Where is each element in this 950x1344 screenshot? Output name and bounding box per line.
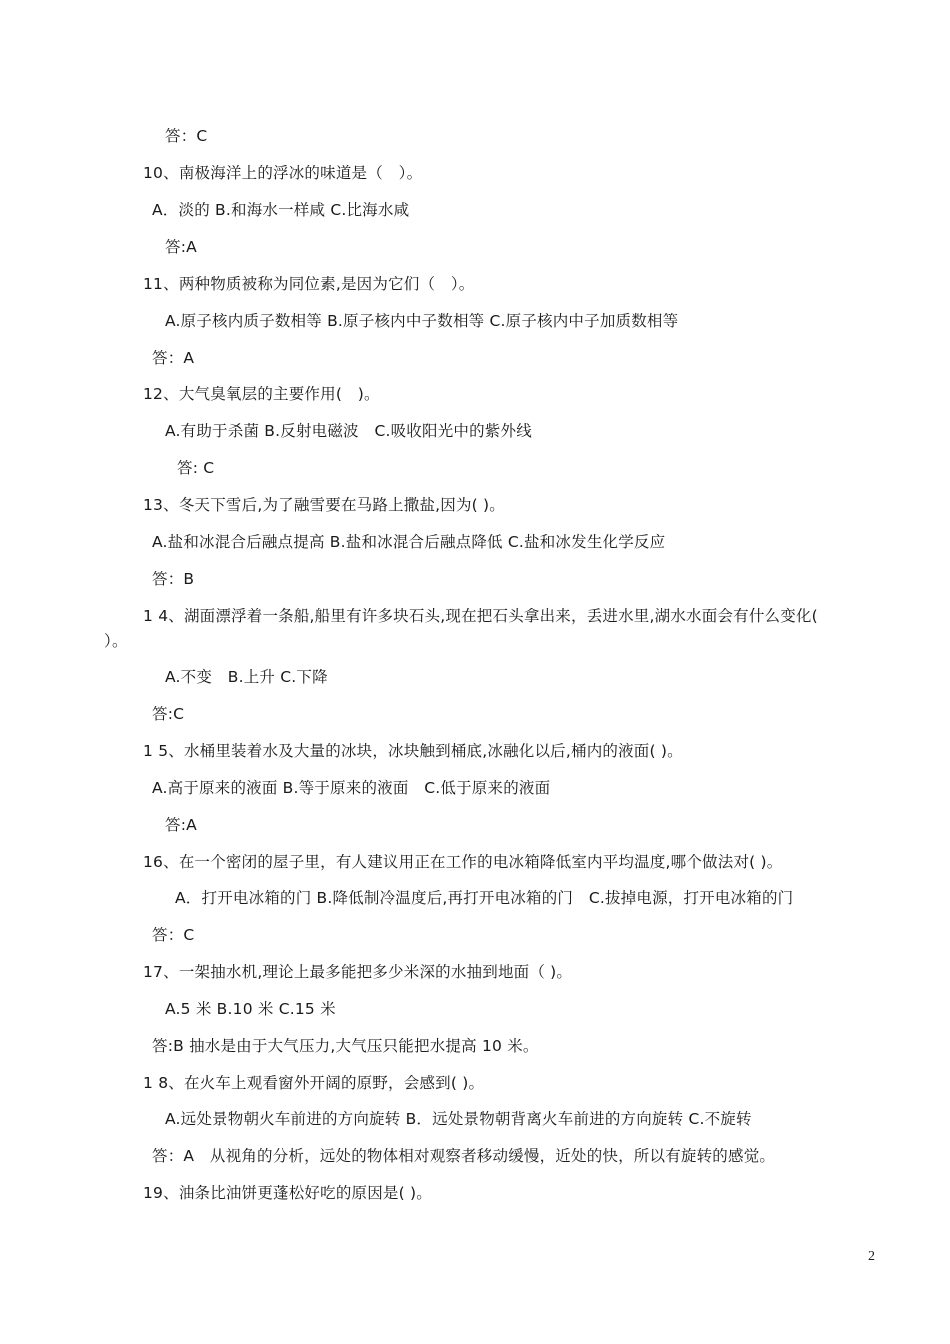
answer-17: 答:B 抽水是由于大气压力,大气压只能把水提高 10 米。 xyxy=(152,1037,539,1055)
answer-9: 答：C xyxy=(165,127,208,145)
options-15: A.高于原来的液面 B.等于原来的液面 C.低于原来的液面 xyxy=(152,779,551,797)
options-11: A.原子核内质子数相等 B.原子核内中子数相等 C.原子核内中子加质数相等 xyxy=(165,312,679,330)
answer-12: 答: C xyxy=(177,459,215,477)
answer-18: 答：A 从视角的分析，远处的物体相对观察者移动缓慢，近处的快，所以有旋转的感觉。 xyxy=(152,1147,776,1165)
answer-16: 答：C xyxy=(152,926,195,944)
question-16: 16、在一个密闭的屋子里，有人建议用正在工作的电冰箱降低室内平均温度,哪个做法对( )。 xyxy=(143,853,783,871)
question-19: 19、油条比油饼更蓬松好吃的原因是( )。 xyxy=(143,1184,432,1202)
question-15: 1 5、水桶里装着水及大量的冰块，冰块触到桶底,冰融化以后,桶内的液面( )。 xyxy=(143,742,683,760)
question-14-continuation: ）。 xyxy=(104,632,128,650)
answer-10: 答:A xyxy=(165,238,197,256)
options-14: A.不变 B.上升 C.下降 xyxy=(165,668,328,686)
answer-13: 答：B xyxy=(152,570,195,588)
question-17: 17、一架抽水机,理论上最多能把多少米深的水抽到地面（ )。 xyxy=(143,963,573,981)
answer-14: 答:C xyxy=(152,705,185,723)
question-12: 12、大气臭氧层的主要作用( )。 xyxy=(143,385,380,403)
question-10: 10、南极海洋上的浮冰的味道是（ ）。 xyxy=(143,164,423,182)
options-16: A．打开电冰箱的门 B.降低制冷温度后,再打开电冰箱的门 C.拔掉电源，打开电冰箱的门 xyxy=(175,889,794,907)
options-18: A.远处景物朝火车前进的方向旋转 B．远处景物朝背离火车前进的方向旋转 C.不旋转 xyxy=(165,1110,752,1128)
question-11: 11、两种物质被称为同位素,是因为它们（ ）。 xyxy=(143,275,475,293)
page-number: 2 xyxy=(868,1249,875,1264)
options-13: A.盐和冰混合后融点提高 B.盐和冰混合后融点降低 C.盐和冰发生化学反应 xyxy=(152,533,666,551)
question-14: 1 4、湖面漂浮着一条船,船里有许多块石头,现在把石头拿出来，丢进水里,湖水水面会有什么变化( xyxy=(143,607,818,625)
question-18: 1 8、在火车上观看窗外开阔的原野，会感到( )。 xyxy=(143,1074,485,1092)
options-17: A.5 米 B.10 米 C.15 米 xyxy=(165,1000,336,1018)
answer-11: 答：A xyxy=(152,349,195,367)
options-10: A．淡的 B.和海水一样咸 C.比海水咸 xyxy=(152,201,410,219)
options-12: A.有助于杀菌 B.反射电磁波 C.吸收阳光中的紫外线 xyxy=(165,422,532,440)
question-13: 13、冬天下雪后,为了融雪要在马路上撒盐,因为( )。 xyxy=(143,496,505,514)
answer-15: 答:A xyxy=(165,816,197,834)
